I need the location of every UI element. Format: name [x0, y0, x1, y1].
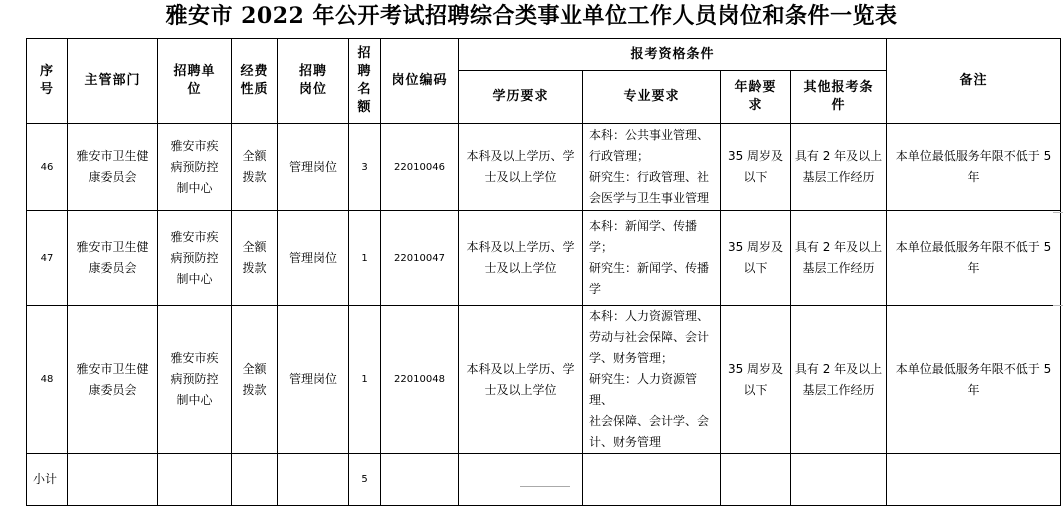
empty-cell: [68, 454, 158, 506]
header-row-1: [27, 39, 1061, 71]
major-line: 本科：人力资源管理、: [589, 309, 710, 323]
major-line: 本科：新闻学、传播学；: [589, 219, 698, 254]
header-quota: 招聘名额: [349, 39, 381, 124]
empty-cell: [232, 454, 278, 506]
major-line: 本科：公共事业管理、: [589, 128, 710, 142]
page-edge-mark: [1053, 305, 1063, 306]
cell-remarks: 本单位最低服务年限不低于 5 年: [887, 124, 1061, 211]
cell-unit: 雅安市疾病预防控制中心: [158, 306, 232, 454]
page-edge-mark: [1053, 212, 1063, 213]
cell-major: [583, 306, 721, 454]
header-remarks: 备注: [887, 39, 1061, 124]
header-seq: 序号: [27, 39, 68, 124]
page-title: 雅安市 2022 年公开考试招聘综合类事业单位工作人员岗位和条件一览表: [165, 3, 898, 29]
header-education: 学历要求: [459, 71, 583, 124]
cell-education: 本科及以上学历、学士及以上学位: [459, 306, 583, 454]
cell-other: 具有 2 年及以上基层工作经历: [791, 124, 887, 211]
cell-position: 管理岗位: [278, 124, 349, 211]
cell-funding: 全额拨款: [232, 306, 278, 454]
major-line: 研究生：新闻学、传播: [589, 261, 710, 275]
empty-cell: [158, 454, 232, 506]
empty-cell: [278, 454, 349, 506]
header-major: 专业要求: [583, 71, 721, 124]
header-other: 其他报考条件: [791, 71, 887, 124]
cell-funding: 全额拨款: [232, 124, 278, 211]
cell-dept: 雅安市卫生健康委员会: [68, 124, 158, 211]
cell-seq: 48: [27, 306, 68, 454]
positions-table: [26, 38, 1061, 506]
header-unit: 招聘单位: [158, 39, 232, 124]
cell-unit: 雅安市疾病预防控制中心: [158, 124, 232, 211]
subtotal-row: [27, 454, 1061, 506]
major-line: 劳动与社会保障、会计: [589, 330, 710, 344]
cell-major: [583, 124, 721, 211]
cell-unit: 雅安市疾病预防控制中心: [158, 211, 232, 306]
major-line: 会医学与卫生事业管理: [589, 191, 710, 205]
cell-seq: 46: [27, 124, 68, 211]
cell-age: 35 周岁及以下: [721, 306, 791, 454]
major-line: 社会保障、会计学、会: [589, 414, 710, 428]
major-line: 计、财务管理: [589, 435, 662, 449]
cell-education: 本科及以上学历、学士及以上学位: [459, 211, 583, 306]
table-row: [27, 306, 1061, 454]
header-dept: 主管部门: [68, 39, 158, 124]
cell-quota: 3: [349, 124, 381, 211]
cell-remarks: 本单位最低服务年限不低于 5 年: [887, 306, 1061, 454]
subtotal-quota: 5: [349, 454, 381, 506]
subtotal-label: 小计: [27, 454, 68, 506]
cell-position: 管理岗位: [278, 211, 349, 306]
empty-cell: [459, 454, 583, 506]
empty-cell: [887, 454, 1061, 506]
major-line: 研究生：行政管理、社: [589, 170, 710, 184]
table-row: [27, 211, 1061, 306]
header-age: 年龄要求: [721, 71, 791, 124]
cell-education: 本科及以上学历、学士及以上学位: [459, 124, 583, 211]
cell-dept: 雅安市卫生健康委员会: [68, 211, 158, 306]
empty-cell: [721, 454, 791, 506]
header-qualification-group: 报考资格条件: [459, 39, 887, 71]
cell-other: 具有 2 年及以上基层工作经历: [791, 211, 887, 306]
empty-cell: [583, 454, 721, 506]
cell-seq: 47: [27, 211, 68, 306]
header-position: 招聘岗位: [278, 39, 349, 124]
major-line: 学: [589, 282, 602, 296]
cell-dept: 雅安市卫生健康委员会: [68, 306, 158, 454]
cell-funding: 全额拨款: [232, 211, 278, 306]
page-footer-mark: [520, 486, 570, 493]
major-line: 学、财务管理；: [589, 351, 674, 365]
major-line: 研究生：人力资源管理、: [589, 372, 698, 407]
cell-other: 具有 2 年及以上基层工作经历: [791, 306, 887, 454]
cell-remarks: 本单位最低服务年限不低于 5 年: [887, 211, 1061, 306]
cell-major: [583, 211, 721, 306]
cell-quota: 1: [349, 306, 381, 454]
cell-code: 22010047: [381, 211, 459, 306]
cell-code: 22010048: [381, 306, 459, 454]
cell-code: 22010046: [381, 124, 459, 211]
header-code: 岗位编码: [381, 39, 459, 124]
major-line: 行政管理；: [589, 149, 650, 163]
header-funding: 经费性质: [232, 39, 278, 124]
cell-position: 管理岗位: [278, 306, 349, 454]
cell-age: 35 周岁及以下: [721, 211, 791, 306]
cell-age: 35 周岁及以下: [721, 124, 791, 211]
cell-quota: 1: [349, 211, 381, 306]
empty-cell: [791, 454, 887, 506]
table-row: [27, 124, 1061, 211]
empty-cell: [381, 454, 459, 506]
